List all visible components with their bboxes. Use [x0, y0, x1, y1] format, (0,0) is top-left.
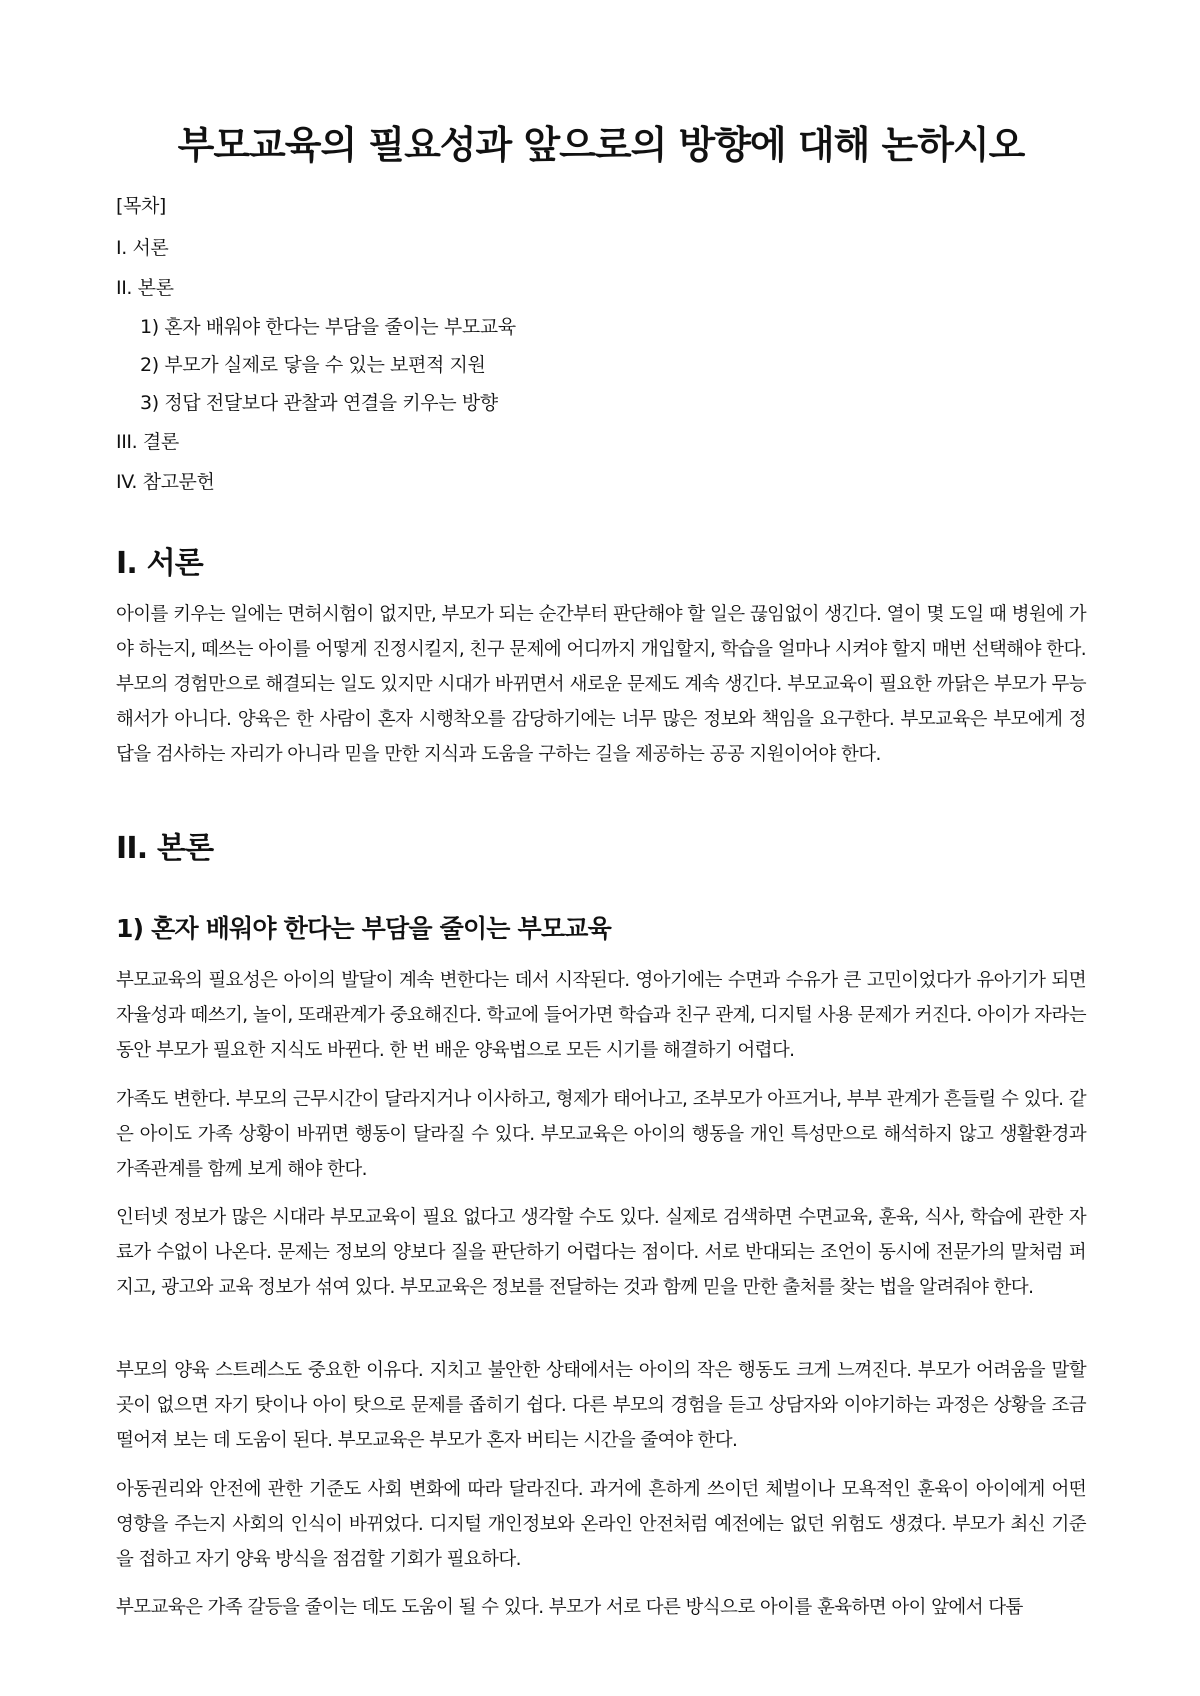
toc-item-body-3: 3) 정답 전달보다 관찰과 연결을 키우는 방향: [140, 392, 498, 414]
toc-heading: [목차]: [116, 195, 166, 217]
body-paragraph-4: 부모의 양육 스트레스도 중요한 이유다. 지치고 불안한 상태에서는 아이의 작은 행동도 크게 느껴진다. 부모가 어려움을 말할 곳이 없으면 자기 탓이나 아이 탓으로 문제를 좁히기 쉽다. 다른 부모의 경험을 듣고 상담자와 이야기하는 과정은 상황을 조금 떨어져 보는 데 도움이 된다. 부모교육은 부모가 혼자 버티는 시간을 줄여야 한다.: [116, 1360, 1086, 1451]
toc-item-intro: I. 서론: [116, 237, 169, 259]
section-heading-intro: I. 서론: [116, 546, 203, 581]
toc-item-body-1: 1) 혼자 배워야 한다는 부담을 줄이는 부모교육: [140, 316, 516, 338]
section-heading-body: II. 본론: [116, 831, 214, 866]
toc-item-body-2: 2) 부모가 실제로 닿을 수 있는 보편적 지원: [140, 354, 486, 376]
subsection-heading-1: 1) 혼자 배워야 한다는 부담을 줄이는 부모교육: [116, 914, 611, 943]
body-paragraph-2: 가족도 변한다. 부모의 근무시간이 달라지거나 이사하고, 형제가 태어나고, 조부모가 아프거나, 부부 관계가 흔들릴 수 있다. 같은 아이도 가족 상황이 바뀌면 행동이 달라질 수 있다. 부모교육은 아이의 행동을 개인 특성만으로 해석하지 않고 생활환경과 가족관계를 함께 보게 해야 한다.: [116, 1089, 1086, 1180]
intro-paragraph: 아이를 키우는 일에는 면허시험이 없지만, 부모가 되는 순간부터 판단해야 할 일은 끊임없이 생긴다. 열이 몇 도일 때 병원에 가야 하는지, 떼쓰는 아이를 어떻게 진정시킬지, 친구 문제에 어디까지 개입할지, 학습을 얼마나 시켜야 할지 매번 선택해야 한다. 부모의 경험만으로 해결되는 일도 있지만 시대가 바뀌면서 새로운 문제도 계속 생긴다. 부모교육이 필요한 까닭은 부모가 무능해서가 아니다. 양육은 한 사람이 혼자 시행착오를 감당하기에는 너무 많은 정보와 책임을 요구한다. 부모교육은 부모에게 정답을 검사하는 자리가 아니라 믿을 만한 지식과 도움을 구하는 길을 제공하는 공공 지원이어야 한다.: [116, 604, 1086, 765]
body-paragraph-6: 부모교육은 가족 갈등을 줄이는 데도 도움이 될 수 있다. 부모가 서로 다른 방식으로 아이를 훈육하면 아이 앞에서 다툼: [116, 1597, 1023, 1618]
body-paragraph-3: 인터넷 정보가 많은 시대라 부모교육이 필요 없다고 생각할 수도 있다. 실제로 검색하면 수면교육, 훈육, 식사, 학습에 관한 자료가 수없이 나온다. 문제는 정보의 양보다 질을 판단하기 어렵다는 점이다. 서로 반대되는 조언이 동시에 전문가의 말처럼 퍼지고, 광고와 교육 정보가 섞여 있다. 부모교육은 정보를 전달하는 것과 함께 믿을 만한 출처를 찾는 법을 알려줘야 한다.: [116, 1207, 1086, 1298]
toc-item-conclusion: III. 결론: [116, 431, 179, 453]
body-paragraph-1: 부모교육의 필요성은 아이의 발달이 계속 변한다는 데서 시작된다. 영아기에는 수면과 수유가 큰 고민이었다가 유아기가 되면 자율성과 떼쓰기, 놀이, 또래관계가 중요해진다. 학교에 들어가면 학습과 친구 관계, 디지털 사용 문제가 커진다. 아이가 자라는 동안 부모가 필요한 지식도 바뀐다. 한 번 배운 양육법으로 모든 시기를 해결하기 어렵다.: [116, 970, 1086, 1061]
toc-item-body: II. 본론: [116, 277, 174, 299]
table-of-contents: [116, 186, 1086, 502]
toc-item-references: IV. 참고문헌: [116, 471, 215, 493]
document-title: 부모교육의 필요성과 앞으로의 방향에 대해 논하시오: [177, 123, 1025, 167]
body-paragraph-5: 아동권리와 안전에 관한 기준도 사회 변화에 따라 달라진다. 과거에 흔하게 쓰이던 체벌이나 모욕적인 훈육이 아이에게 어떤 영향을 주는지 사회의 인식이 바뀌었다. 디지털 개인정보와 온라인 안전처럼 예전에는 없던 위험도 생겼다. 부모가 최신 기준을 접하고 자기 양육 방식을 점검할 기회가 필요하다.: [116, 1479, 1086, 1570]
